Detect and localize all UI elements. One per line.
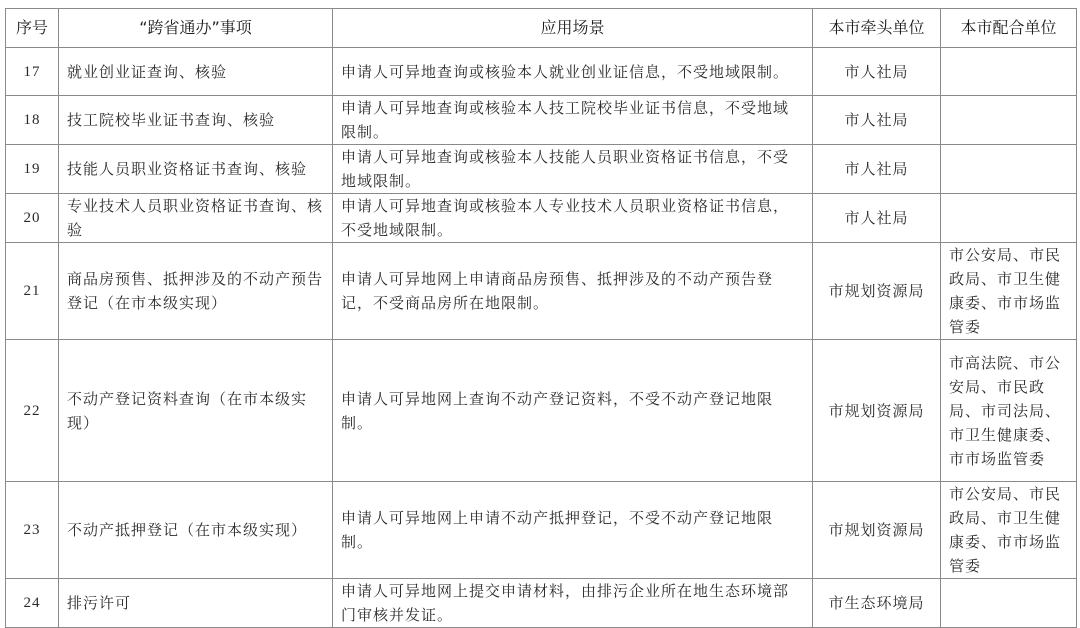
row-lead-unit: 市人社局 [813,48,941,96]
row-coop-unit [941,579,1077,628]
row-item: 不动产抵押登记（在市本级实现） [59,482,333,579]
row-coop-unit [941,48,1077,96]
row-item: 专业技术人员职业资格证书查询、核验 [59,194,333,243]
cross-province-services-table [5,8,1077,628]
row-coop-unit [941,96,1077,145]
row-scenario: 申请人可异地网上提交申请材料，由排污企业所在地生态环境部门审核并发证。 [333,579,813,628]
header-scenario: 应用场景 [333,9,813,48]
row-lead-unit: 市人社局 [813,145,941,194]
row-scenario: 申请人可异地查询或核验本人就业创业证信息，不受地域限制。 [333,48,813,96]
row-index: 21 [6,243,59,340]
row-scenario: 申请人可异地网上申请不动产抵押登记，不受不动产登记地限制。 [333,482,813,579]
row-scenario: 申请人可异地查询或核验本人技工院校毕业证书信息，不受地域限制。 [333,96,813,145]
table-row [6,48,1077,96]
header-item: “跨省通办”事项 [59,9,333,48]
table-row [6,96,1077,145]
header-index: 序号 [6,9,59,48]
row-item: 商品房预售、抵押涉及的不动产预告登记（在市本级实现） [59,243,333,340]
row-coop-unit [941,194,1077,243]
row-lead-unit: 市人社局 [813,194,941,243]
row-index: 22 [6,340,59,482]
row-index: 24 [6,579,59,628]
row-item: 就业创业证查询、核验 [59,48,333,96]
row-lead-unit: 市人社局 [813,96,941,145]
row-item: 不动产登记资料查询（在市本级实现） [59,340,333,482]
table-row [6,340,1077,482]
row-coop-unit: 市高法院、市公安局、市民政局、市司法局、市卫生健康委、市市场监管委 [941,340,1077,482]
table-row [6,194,1077,243]
table-row [6,579,1077,628]
row-index: 20 [6,194,59,243]
row-coop-unit: 市公安局、市民政局、市卫生健康委、市市场监管委 [941,243,1077,340]
row-lead-unit: 市规划资源局 [813,340,941,482]
table-row [6,482,1077,579]
row-index: 17 [6,48,59,96]
row-item: 技工院校毕业证书查询、核验 [59,96,333,145]
header-coop-unit: 本市配合单位 [941,9,1077,48]
row-coop-unit [941,145,1077,194]
table-header-row [6,9,1077,48]
header-lead-unit: 本市牵头单位 [813,9,941,48]
row-item: 技能人员职业资格证书查询、核验 [59,145,333,194]
row-scenario: 申请人可异地网上申请商品房预售、抵押涉及的不动产预告登记，不受商品房所在地限制。 [333,243,813,340]
row-scenario: 申请人可异地查询或核验本人专业技术人员职业资格证书信息，不受地域限制。 [333,194,813,243]
row-item: 排污许可 [59,579,333,628]
table-row [6,145,1077,194]
row-index: 19 [6,145,59,194]
row-scenario: 申请人可异地查询或核验本人技能人员职业资格证书信息，不受地域限制。 [333,145,813,194]
row-scenario: 申请人可异地网上查询不动产登记资料，不受不动产登记地限制。 [333,340,813,482]
row-index: 18 [6,96,59,145]
row-lead-unit: 市规划资源局 [813,243,941,340]
table-row [6,243,1077,340]
row-lead-unit: 市规划资源局 [813,482,941,579]
row-lead-unit: 市生态环境局 [813,579,941,628]
row-index: 23 [6,482,59,579]
row-coop-unit: 市公安局、市民政局、市卫生健康委、市市场监管委 [941,482,1077,579]
